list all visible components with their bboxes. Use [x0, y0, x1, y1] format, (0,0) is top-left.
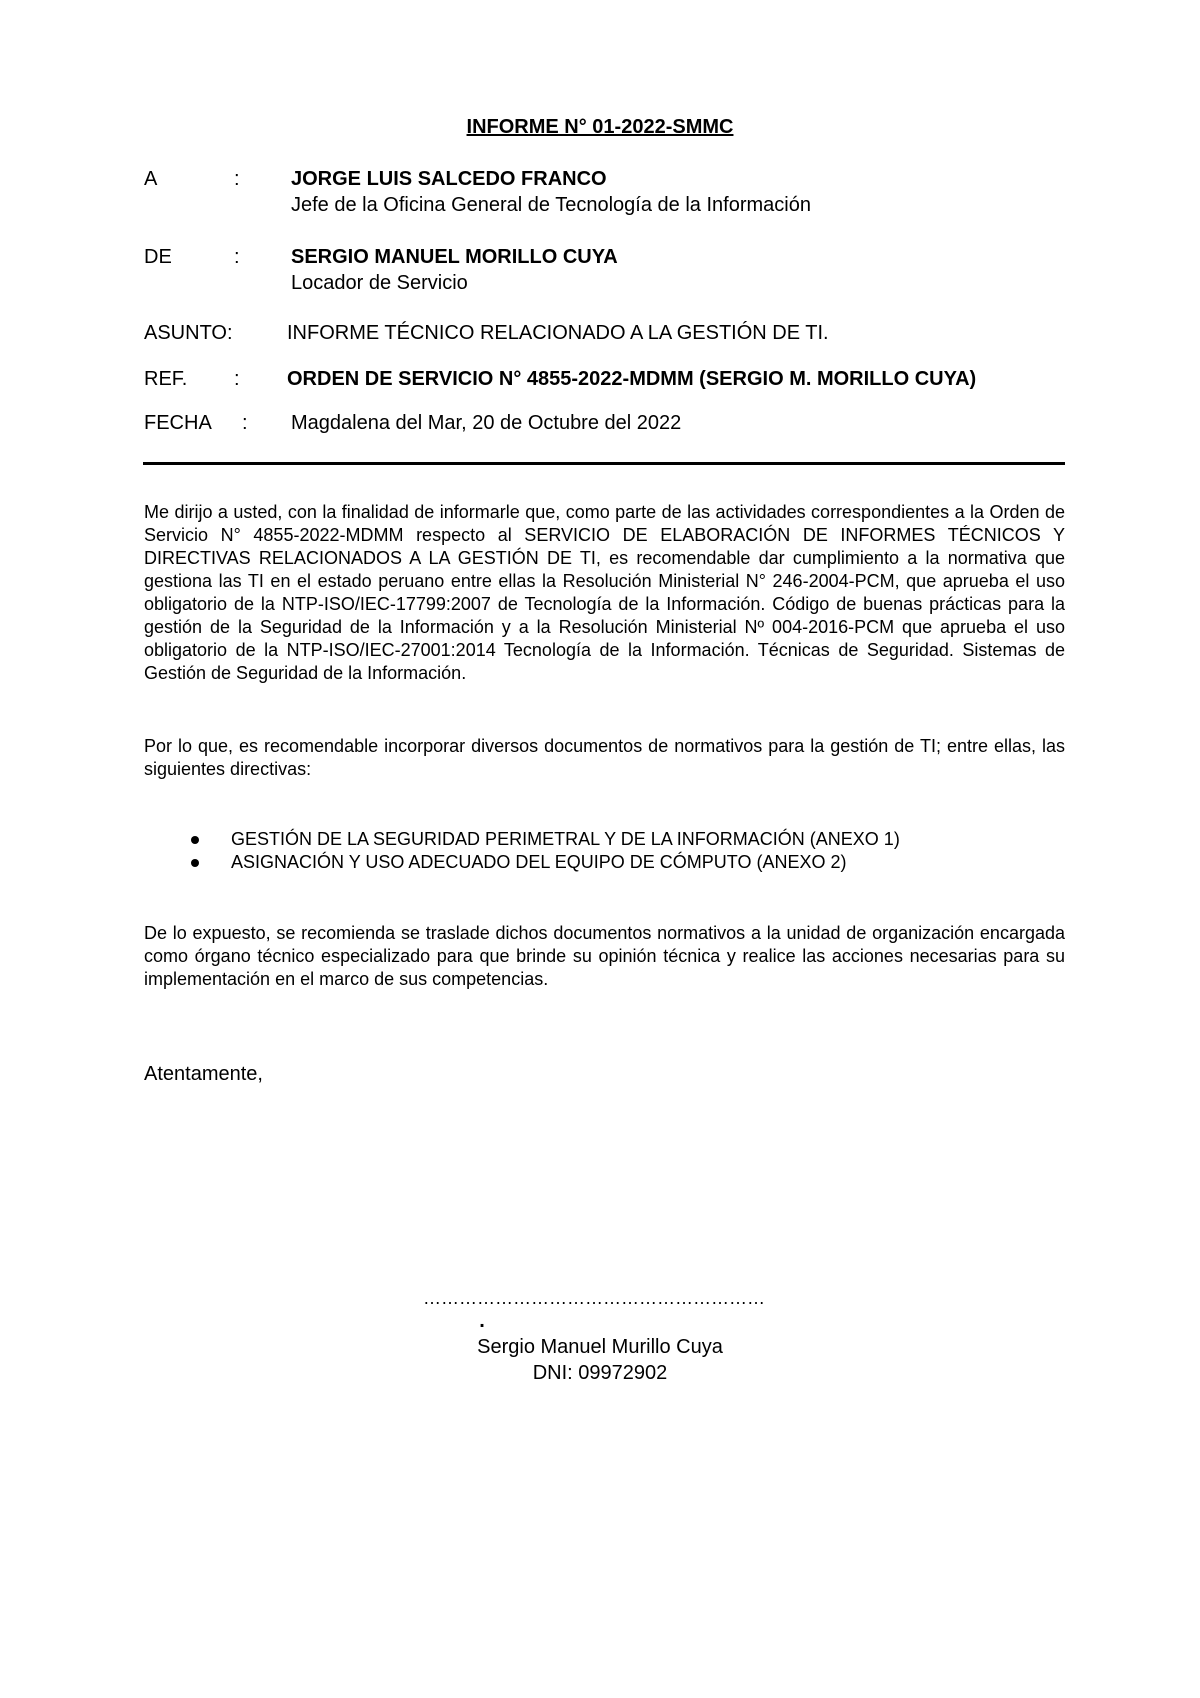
- from-label: DE: [144, 246, 172, 268]
- report-title: INFORME N° 01-2022-SMMC: [466, 116, 734, 138]
- body-paragraph-2: Por lo que, es recomendable incorporar diversos documentos de normativos para la gestión de TI; entre ellas, las siguientes directivas:: [144, 736, 1065, 779]
- header-divider: [143, 462, 1065, 465]
- signer-dni: DNI: 09972902: [532, 1362, 668, 1384]
- subject-label: ASUNTO:: [144, 322, 233, 344]
- to-label: A: [144, 168, 158, 190]
- reference-value: ORDEN DE SERVICIO N° 4855-2022-MDMM (SERGIO M. MORILLO CUYA): [287, 368, 977, 390]
- list-item: [188, 851, 900, 874]
- from-colon: :: [234, 246, 240, 268]
- date-colon: :: [242, 412, 248, 434]
- body-paragraph-1: Me dirijo a usted, con la finalidad de informarle que, como parte de las actividades correspondientes a la Orden de Servicio N° 4855-2022-MDMM respecto al SERVICIO DE ELABORACIÓN DE INFORMES TÉCNICOS Y DIRECTIVAS RELACIONADOS A LA GESTIÓN DE TI, es recomendable dar cumplimiento a la normativa que gestiona las TI en el estado peruano entre ellas la Resolución Ministerial N° 246-2004-PCM, que aprueba el uso obligatorio de la NTP-ISO/IEC-17799:2007 de Tecnología de la Información. Código de buenas prácticas para la gestión de la Seguridad de la Información y a la Resolución Ministerial Nº 004-2016-PCM que aprueba el uso obligatorio de la NTP-ISO/IEC-27001:2014 Tecnología de la Información. Técnicas de Seguridad. Sistemas de Gestión de Seguridad de la Información.: [144, 502, 1065, 683]
- reference-label: REF.: [144, 368, 188, 390]
- body-paragraph-3: De lo expuesto, se recomienda se traslade dichos documentos normativos a la unidad de organización encargada como órgano técnico especializado para que brinde su opinión técnica y realice las acciones necesarias para su implementación en el marco de sus competencias.: [144, 923, 1065, 989]
- directives-list: [188, 828, 900, 874]
- directive-text: GESTIÓN DE LA SEGURIDAD PERIMETRAL Y DE LA INFORMACIÓN (ANEXO 1): [231, 829, 900, 849]
- signature-line: …………………………………………………: [423, 1288, 765, 1308]
- bullet-icon: [191, 836, 199, 844]
- to-name: JORGE LUIS SALCEDO FRANCO: [291, 168, 607, 190]
- subject-value: INFORME TÉCNICO RELACIONADO A LA GESTIÓN DE TI.: [287, 322, 829, 344]
- reference-colon: :: [234, 368, 240, 390]
- date-label: FECHA: [144, 412, 212, 434]
- bullet-icon: [191, 859, 199, 867]
- closing-salutation: Atentamente,: [144, 1063, 263, 1085]
- signer-name: Sergio Manuel Murillo Cuya: [477, 1336, 723, 1358]
- to-colon: :: [234, 168, 240, 190]
- directive-text: ASIGNACIÓN Y USO ADECUADO DEL EQUIPO DE CÓMPUTO (ANEXO 2): [231, 852, 847, 872]
- date-value: Magdalena del Mar, 20 de Octubre del 2022: [291, 412, 682, 434]
- to-position: Jefe de la Oficina General de Tecnología de la Información: [291, 194, 811, 216]
- list-item: [188, 828, 900, 851]
- signature-dot: .: [479, 1310, 485, 1332]
- from-name: SERGIO MANUEL MORILLO CUYA: [291, 246, 618, 268]
- from-position: Locador de Servicio: [291, 272, 468, 294]
